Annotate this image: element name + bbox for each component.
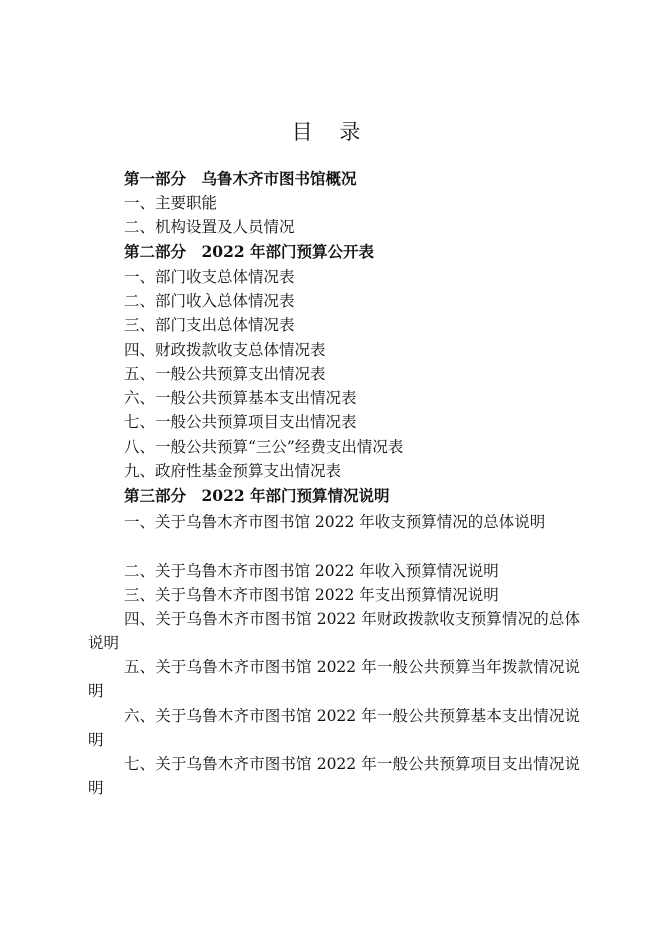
toc-item[interactable]: 二、机构设置及人员情况: [124, 218, 295, 236]
toc-item-text: 六、关于乌鲁木齐市图书馆 2022 年一般公共预算基本支出情况说明: [88, 707, 580, 749]
toc-item[interactable]: 七、一般公共预算项目支出情况表: [124, 413, 357, 431]
toc-part-1-heading[interactable]: 第一部分 乌鲁木齐市图书馆概况: [124, 169, 357, 188]
toc-item[interactable]: [88, 510, 580, 534]
toc-item[interactable]: 一、主要职能: [124, 194, 218, 212]
toc-item-text: 四、关于乌鲁木齐市图书馆 2022 年财政拨款收支预算情况的总体说明: [88, 610, 580, 652]
toc-item[interactable]: 一、部门收支总体情况表: [124, 268, 295, 286]
toc-item[interactable]: [88, 752, 580, 800]
toc-item[interactable]: 八、一般公共预算“三公”经费支出情况表: [124, 438, 404, 456]
page-title: 目 录: [291, 120, 371, 144]
toc-part-2-heading[interactable]: 第二部分 2022 年部门预算公开表: [124, 242, 375, 261]
toc-item[interactable]: 三、部门支出总体情况表: [124, 316, 295, 334]
toc-part-3-heading[interactable]: 第三部分 2022 年部门预算情况说明: [124, 486, 390, 505]
toc-item-text: 五、关于乌鲁木齐市图书馆 2022 年一般公共预算当年拨款情况说明: [88, 658, 580, 700]
toc-item[interactable]: [88, 655, 580, 703]
toc-item[interactable]: 四、财政拨款收支总体情况表: [124, 341, 326, 359]
toc-item[interactable]: [88, 559, 580, 583]
toc-item[interactable]: 九、政府性基金预算支出情况表: [124, 462, 342, 480]
toc-item[interactable]: 二、部门收入总体情况表: [124, 292, 295, 310]
toc-item-text: 七、关于乌鲁木齐市图书馆 2022 年一般公共预算项目支出情况说明: [88, 755, 580, 797]
toc-item[interactable]: [88, 704, 580, 752]
toc-item-text: 二、关于乌鲁木齐市图书馆 2022 年收入预算情况说明: [124, 562, 499, 580]
toc-item[interactable]: 五、一般公共预算支出情况表: [124, 365, 326, 383]
toc-item[interactable]: [88, 583, 580, 607]
toc-item[interactable]: 六、一般公共预算基本支出情况表: [124, 389, 357, 407]
toc-item-text: 一、关于乌鲁木齐市图书馆 2022 年收支预算情况的总体说明: [124, 513, 546, 531]
toc-item-text: 三、关于乌鲁木齐市图书馆 2022 年支出预算情况说明: [124, 586, 499, 604]
toc-item[interactable]: [88, 607, 580, 655]
